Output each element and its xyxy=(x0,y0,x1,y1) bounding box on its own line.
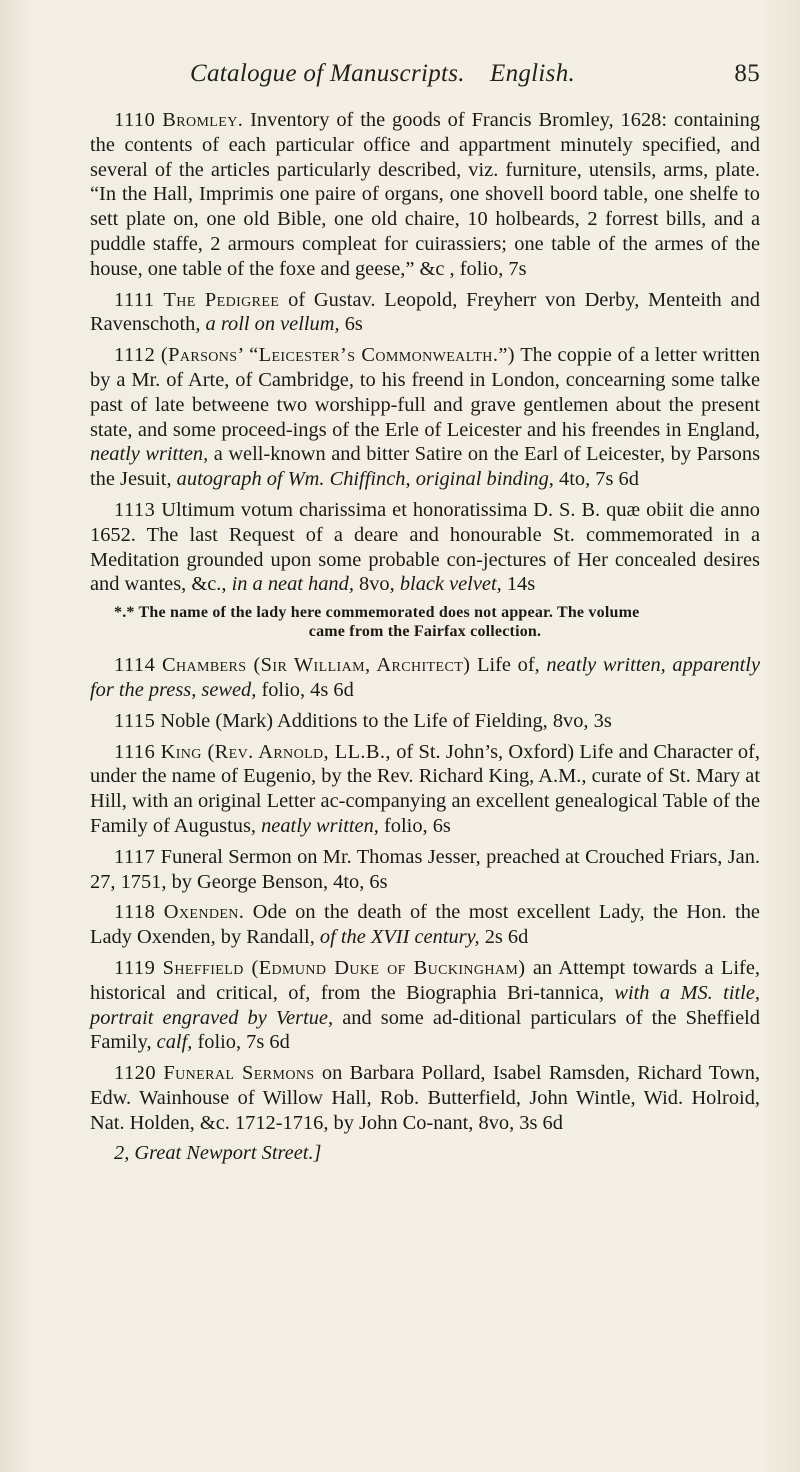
entry-text: Inventory of the goods of Francis Bromley, 1628: containing the contents of each particular office and appartment minutely specified, and several of the articles particularly described, viz. furniture, utensils, arms, plate. “In the Hall, Imprimis one paire of organs, one shovell boord table, one shelfe to sett plate on, one old Bible, one old chaire, 10 holbeards, 2 forrest bills, and a puddle staffe, 2 armours compleat for cuirassiers; one table of the armes of the house, one table of the foxe and geese,” &c , folio, 7s xyxy=(90,109,760,280)
entry-italic-text: black velvet, xyxy=(399,573,502,596)
entry-number: 1114 xyxy=(114,654,156,677)
catalogue-title: Catalogue of Manuscripts. xyxy=(190,60,465,87)
entry-heading: (Parsons’ “Leicester’s Commonwealth.”) xyxy=(160,344,515,367)
entry-text: an Attempt towards a Life, historical and critical, of, from the Biographia Bri-tannica, xyxy=(90,956,760,1004)
entry-1115 xyxy=(90,709,760,734)
entry-italic-text: a roll on vellum, xyxy=(205,313,340,336)
entry-text: 8vo, xyxy=(359,573,395,596)
entry-text: Ode on the death of the most excellent Lady, the Hon. the Lady Oxenden, by Randall, xyxy=(90,901,760,949)
entry-text: Ultimum votum charissima et honoratissima D. S. B. quæ obiit die anno 1652. The last Request of a deare and honourable St. commemorated in a Meditation grounded upon some probable con-jectures of Her concealed desires and wantes, &c., xyxy=(90,498,760,596)
entry-1114 xyxy=(90,653,760,703)
running-header xyxy=(190,60,760,88)
entry-heading: The Pedigree xyxy=(163,288,280,311)
entry-heading: Funeral Sermons xyxy=(163,1062,315,1085)
entry-number: 1117 xyxy=(114,845,156,868)
entry-italic-text: in a neat hand, xyxy=(231,573,354,596)
entry-number: 1119 xyxy=(114,956,156,979)
entry-number: 1116 xyxy=(114,740,156,763)
entry-price: 2s 6d xyxy=(484,926,529,949)
entry-text: a well-known and bitter Satire on the Earl of Leicester, by Parsons the Jesuit, xyxy=(90,443,760,491)
entry-heading: Chambers (Sir William, Architect) xyxy=(161,654,471,677)
entry-price: 4to, 7s 6d xyxy=(559,468,639,491)
entry-1111 xyxy=(90,288,760,338)
entry-text: on Barbara Pollard, Isabel Ramsden, Richard Town, Edw. Wainhouse of Willow Hall, Rob. Butterfield, John Wintle, Wid. Holroid, Nat. Holden, &c. 1712-1716, by John Co-nant, 8vo, 3s 6d xyxy=(90,1062,760,1134)
entry-text: and some ad-ditional particulars of the Sheffield Family, xyxy=(90,1006,760,1054)
entry-number: 1111 xyxy=(114,288,155,311)
entry-italic-text: of the XVII century, xyxy=(319,926,480,949)
entry-italic-text: neatly written, xyxy=(261,814,379,837)
entry-1118 xyxy=(90,900,760,950)
entry-text: of Gustav. Leopold, Freyherr von Derby, Menteith and Ravenschoth, xyxy=(90,288,760,336)
entry-1116 xyxy=(90,740,760,839)
entry-1112 xyxy=(90,343,760,492)
entry-italic-text: autograph of Wm. Chiffinch, original binding, xyxy=(176,468,554,491)
entry-1117 xyxy=(90,845,760,895)
entry-italic-text: neatly written, xyxy=(90,443,209,466)
entry-text: of St. John’s, Oxford) Life and Character of, under the name of Eugenio, by the Rev. Richard King, A.M., curate of St. Mary at Hill, with an original Letter ac-companying an excellent genealogical Table of the Family of Augustus, xyxy=(90,740,760,837)
entry-number: 1110 xyxy=(114,109,156,131)
entry-text: The coppie of a letter written by a Mr. of Arte, of Cambridge, to his freend in London, concearning some talke past of late betweene two worshipp-full and grave gentlemen about the present state, and some proceed-ings of the Erle of Leicester and his freendes in England, xyxy=(90,344,760,441)
entry-italic-text: with a MS. title, portrait engraved by Vertue, xyxy=(90,981,760,1029)
entry-heading: Bromley. xyxy=(162,109,244,131)
footnote-mark: *.* xyxy=(114,604,135,622)
entry-1119 xyxy=(90,956,760,1055)
entry-number: 1115 xyxy=(114,709,156,732)
entry-italic-text: calf, xyxy=(156,1031,193,1054)
entry-price: folio, 6s xyxy=(384,814,451,837)
entry-number: 1118 xyxy=(114,901,156,924)
entry-1110 xyxy=(90,108,760,282)
entry-heading: King (Rev. Arnold, LL.B., xyxy=(160,740,391,763)
entry-price: folio, 4s 6d xyxy=(261,678,354,701)
footnote xyxy=(90,603,760,641)
entry-price: folio, 7s 6d xyxy=(197,1031,290,1054)
entry-text: Funeral Sermon on Mr. Thomas Jesser, preached at Crouched Friars, Jan. 27, 1751, by George Benson, 4to, 6s xyxy=(90,845,760,893)
catalogue-entries xyxy=(90,108,760,1187)
page-number: 85 xyxy=(734,60,760,87)
entry-heading: Sheffield (Edmund Duke of Buckingham) xyxy=(162,956,526,979)
entry-number: 1120 xyxy=(114,1062,157,1085)
publisher-imprint: 2, Great Newport Street.] xyxy=(114,1142,322,1165)
entry-1120 xyxy=(90,1061,760,1135)
footnote-text-continued: came from the Fairfax collection. xyxy=(308,623,542,641)
section-title: English. xyxy=(490,60,576,87)
entry-text: Noble (Mark) Additions to the Life of Fielding, 8vo, 3s xyxy=(160,709,612,732)
entry-number: 1113 xyxy=(114,498,156,521)
entry-price: 6s xyxy=(344,313,363,336)
entry-text: Life of, xyxy=(477,654,540,677)
entry-price: 14s xyxy=(506,573,536,596)
entry-heading: Oxenden. xyxy=(163,901,245,924)
entry-italic-text: neatly written, apparently for the press, sewed, xyxy=(90,654,760,701)
entry-number: 1112 xyxy=(114,344,156,367)
footnote-text: The name of the lady here commemorated does not appear. The volume xyxy=(138,604,640,622)
entry-1113 xyxy=(90,498,760,597)
